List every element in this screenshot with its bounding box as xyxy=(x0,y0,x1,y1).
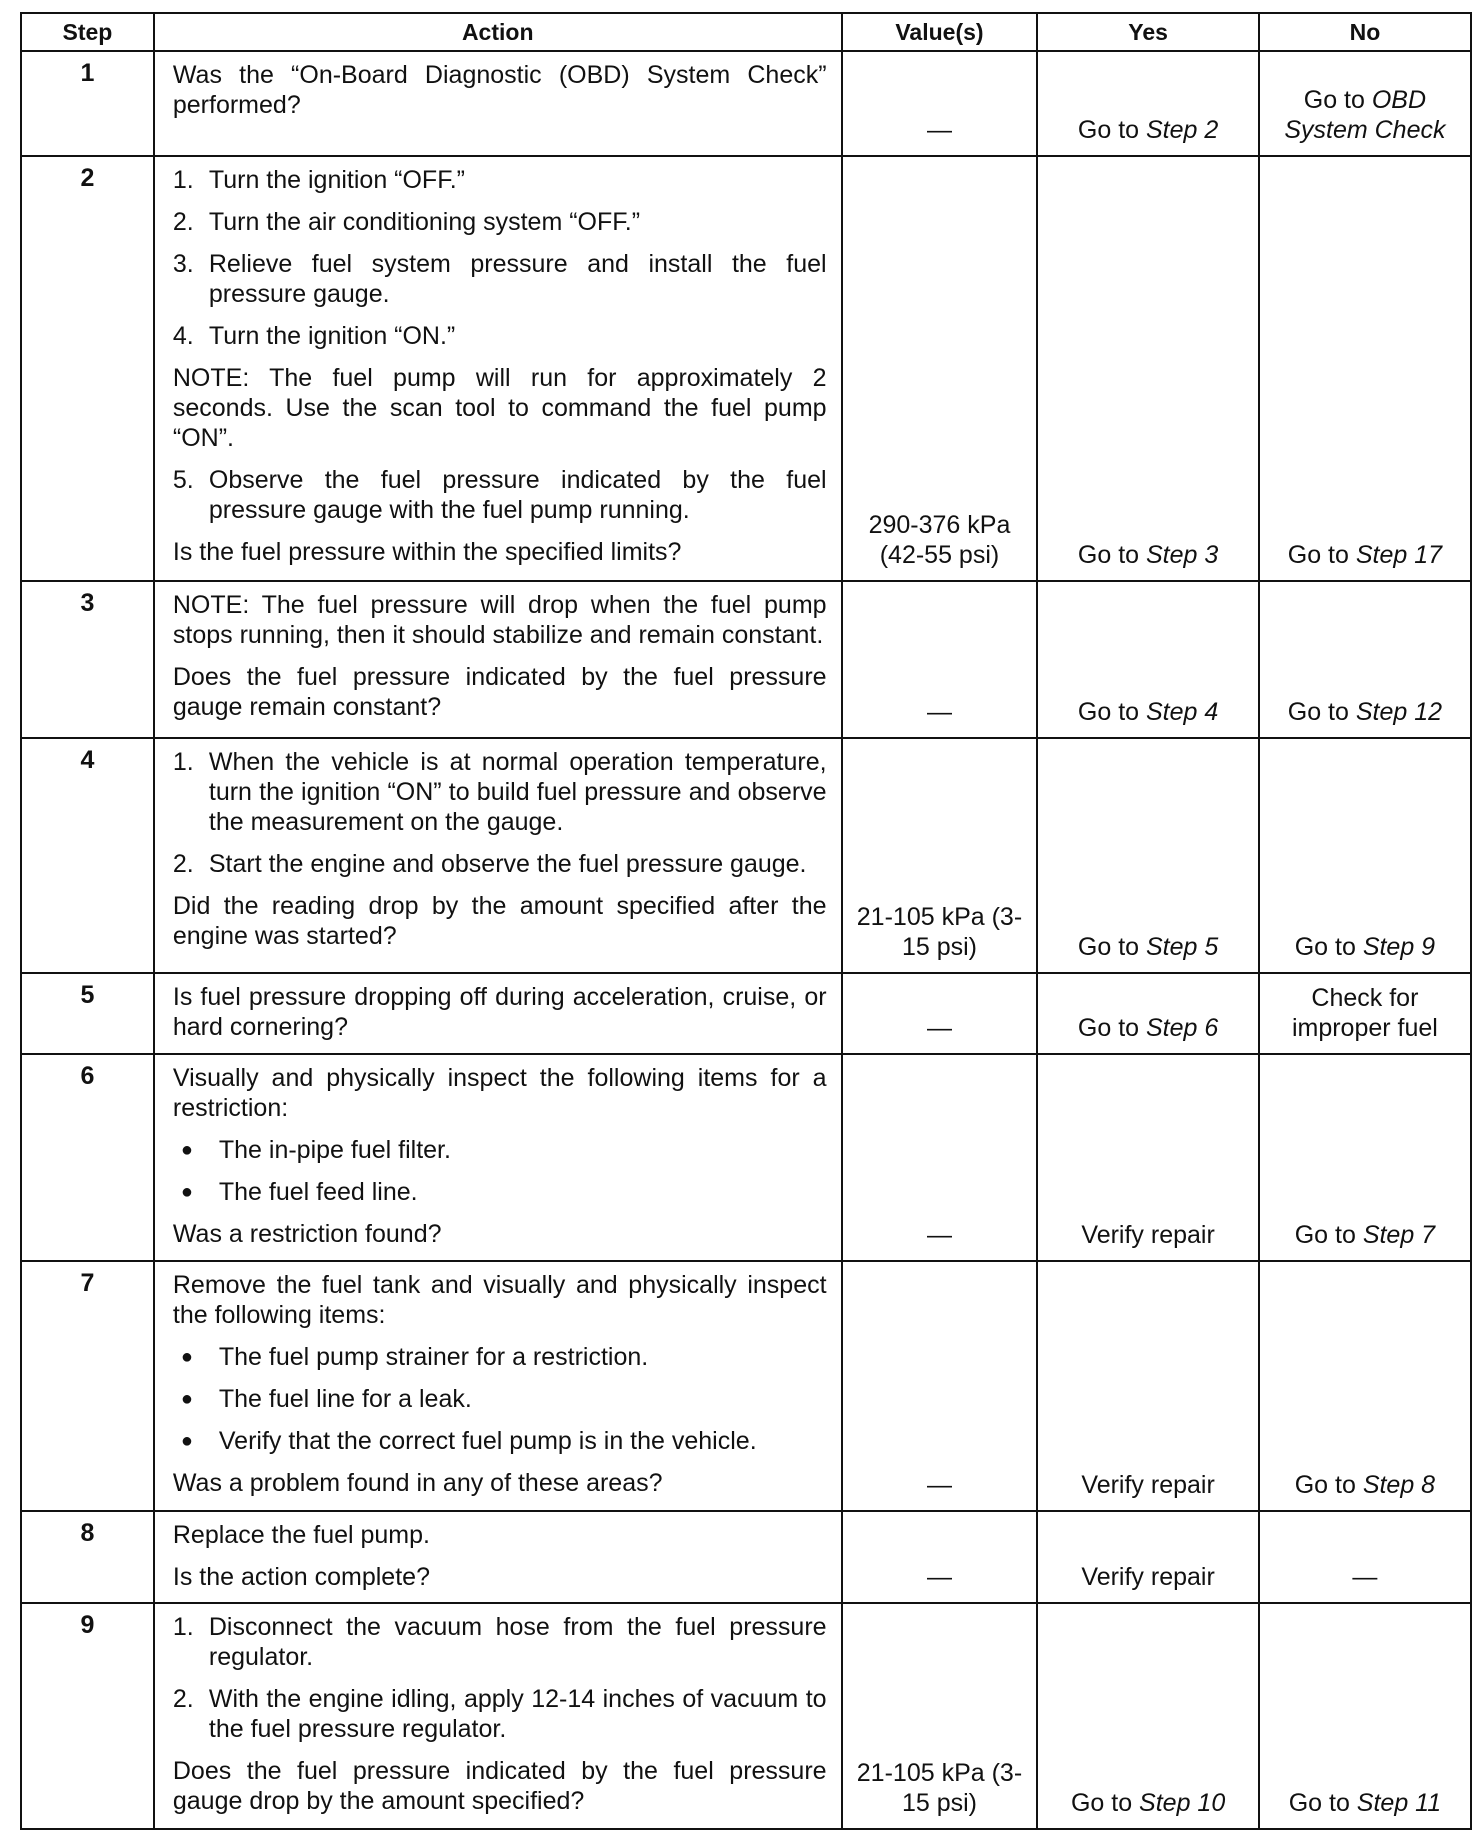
no-prefix: Check for improper fuel xyxy=(1291,983,1438,1042)
yes-prefix: Go to xyxy=(1077,933,1146,962)
header-row xyxy=(21,13,1471,51)
no-target: Step 8 xyxy=(1362,1470,1436,1499)
header-no: No xyxy=(1259,13,1471,51)
header-action: Action xyxy=(154,13,842,51)
table-row xyxy=(21,973,1471,1054)
no-cell xyxy=(1259,1261,1471,1511)
no-cell xyxy=(1259,581,1471,738)
yes-cell xyxy=(1037,1054,1258,1261)
value-cell: — xyxy=(842,581,1038,738)
action-cell xyxy=(154,156,842,581)
no-target: Step 9 xyxy=(1362,933,1436,962)
table-row xyxy=(21,1054,1471,1261)
item-text: Relieve fuel system pressure and install the fuel pressure gauge. xyxy=(208,249,827,308)
no-cell xyxy=(1259,51,1471,156)
numbered-item xyxy=(173,849,827,879)
numbered-item xyxy=(173,465,827,525)
action-paragraph: NOTE: The fuel pressure will drop when the fuel pump stops running, then it should stabilize and remain constant. xyxy=(172,590,827,649)
step-number: 3 xyxy=(21,581,154,738)
item-text: The fuel feed line. xyxy=(218,1177,418,1206)
item-number: 5. xyxy=(172,465,194,494)
item-number: 2. xyxy=(172,207,194,236)
table-row xyxy=(21,51,1471,156)
no-cell xyxy=(1259,1603,1471,1829)
action-paragraph: Was the “On-Board Diagnostic (OBD) System Check” performed? xyxy=(172,61,827,119)
table-row xyxy=(21,738,1471,974)
item-text: Observe the fuel pressure indicated by the fuel pressure gauge with the fuel pump running. xyxy=(208,465,827,524)
table-row xyxy=(21,581,1471,738)
action-paragraph: Was a problem found in any of these areas? xyxy=(172,1469,663,1498)
table-body xyxy=(21,51,1471,1829)
action-paragraph: Is the action complete? xyxy=(172,1562,430,1591)
item-number: 1. xyxy=(172,747,194,776)
no-prefix: — xyxy=(1352,1563,1378,1592)
value-cell: — xyxy=(842,1054,1038,1261)
action-cell xyxy=(154,1603,842,1829)
action-paragraph: Does the fuel pressure indicated by the fuel pressure gauge drop by the amount specified? xyxy=(172,1757,827,1816)
yes-cell xyxy=(1037,1603,1258,1829)
yes-target: Step 4 xyxy=(1146,697,1219,726)
numbered-item xyxy=(173,1612,827,1672)
bullet-item xyxy=(173,1177,827,1207)
no-target: Step 7 xyxy=(1362,1221,1436,1250)
action-paragraph: Visually and physically inspect the following items for a restriction: xyxy=(172,1063,827,1122)
no-target: Step 12 xyxy=(1355,697,1443,726)
bullet-icon: ● xyxy=(180,1430,193,1453)
yes-target: Step 3 xyxy=(1146,540,1219,569)
no-cell xyxy=(1259,156,1471,581)
no-prefix: Go to xyxy=(1294,1470,1363,1499)
diagnostic-table xyxy=(20,12,1472,1830)
no-prefix: Go to xyxy=(1288,1789,1357,1817)
item-number: 4. xyxy=(172,321,194,350)
action-paragraph: Is fuel pressure dropping off during acceleration, cruise, or hard cornering? xyxy=(172,983,827,1042)
step-number: 9 xyxy=(21,1603,154,1829)
item-text: With the engine idling, apply 12-14 inches of vacuum to the fuel pressure regulator. xyxy=(208,1685,827,1744)
yes-prefix: Verify repair xyxy=(1081,1470,1215,1499)
action-paragraph: Was a restriction found? xyxy=(172,1219,442,1248)
action-cell xyxy=(154,1511,842,1604)
action-paragraph: Is the fuel pressure within the specified limits? xyxy=(172,537,682,566)
bullet-item xyxy=(173,1135,827,1165)
step-number: 7 xyxy=(21,1261,154,1511)
value-cell: 21-105 kPa (3-15 psi) xyxy=(842,738,1038,974)
value-cell: — xyxy=(842,1511,1038,1604)
no-cell xyxy=(1259,1054,1471,1261)
item-number: 1. xyxy=(172,165,194,194)
yes-prefix: Go to xyxy=(1070,1789,1140,1817)
bullet-icon: ● xyxy=(180,1388,193,1411)
action-paragraph: Does the fuel pressure indicated by the fuel pressure gauge remain constant? xyxy=(172,662,827,721)
item-text: Start the engine and observe the fuel pressure gauge. xyxy=(208,849,807,878)
no-prefix: Go to xyxy=(1294,933,1363,962)
step-number: 5 xyxy=(21,973,154,1054)
value-cell: 21-105 kPa (3-15 psi) xyxy=(842,1603,1038,1829)
bullet-item xyxy=(173,1426,827,1456)
no-target: Step 17 xyxy=(1355,540,1443,569)
no-prefix: Go to xyxy=(1303,85,1372,114)
yes-prefix: Verify repair xyxy=(1081,1221,1215,1250)
yes-target: Step 2 xyxy=(1146,115,1219,144)
value-cell: 290-376 kPa (42-55 psi) xyxy=(842,156,1038,581)
yes-prefix: Go to xyxy=(1077,115,1146,144)
action-cell xyxy=(154,1054,842,1261)
item-number: 2. xyxy=(172,1685,194,1714)
yes-cell xyxy=(1037,1511,1258,1604)
table-row xyxy=(21,156,1471,581)
item-text: Turn the ignition “ON.” xyxy=(208,321,456,350)
bullet-icon: ● xyxy=(180,1180,193,1203)
item-text: The in-pipe fuel filter. xyxy=(218,1135,451,1164)
numbered-item xyxy=(173,249,827,309)
numbered-item xyxy=(173,747,827,837)
bullet-item xyxy=(173,1342,827,1372)
item-text: Turn the ignition “OFF.” xyxy=(208,165,465,194)
no-target: OBD System Check xyxy=(1284,85,1446,144)
action-cell xyxy=(154,973,842,1054)
action-cell xyxy=(154,1261,842,1511)
no-prefix: Go to xyxy=(1287,540,1356,569)
no-cell xyxy=(1259,738,1471,974)
step-number: 2 xyxy=(21,156,154,581)
no-cell xyxy=(1259,1511,1471,1604)
yes-target: Step 10 xyxy=(1139,1789,1226,1817)
item-text: Verify that the correct fuel pump is in the vehicle. xyxy=(218,1427,757,1456)
action-paragraph: Did the reading drop by the amount specified after the engine was started? xyxy=(172,891,827,950)
header-values: Value(s) xyxy=(842,13,1038,51)
item-text: Turn the air conditioning system “OFF.” xyxy=(208,207,641,236)
action-paragraph: NOTE: The fuel pump will run for approximately 2 seconds. Use the scan tool to command the fuel pump “ON”. xyxy=(172,363,827,452)
action-cell xyxy=(154,581,842,738)
item-text: Disconnect the vacuum hose from the fuel pressure regulator. xyxy=(208,1613,827,1672)
item-number: 3. xyxy=(172,249,194,278)
value-cell: — xyxy=(842,1261,1038,1511)
no-prefix: Go to xyxy=(1294,1221,1363,1250)
item-text: When the vehicle is at normal operation temperature, turn the ignition “ON” to build fuel pressure and observe the measurement on the gauge. xyxy=(208,747,827,836)
bullet-item xyxy=(173,1384,827,1414)
step-number: 8 xyxy=(21,1511,154,1604)
no-prefix: Go to xyxy=(1287,697,1356,726)
table-row xyxy=(21,1261,1471,1511)
action-cell xyxy=(154,51,842,156)
action-cell xyxy=(154,738,842,974)
header-step: Step xyxy=(21,13,154,51)
yes-prefix: Go to xyxy=(1077,697,1146,726)
item-text: The fuel pump strainer for a restriction. xyxy=(218,1343,649,1372)
yes-cell xyxy=(1037,973,1258,1054)
bullet-icon: ● xyxy=(180,1346,193,1369)
item-text: The fuel line for a leak. xyxy=(218,1385,472,1414)
header-yes: Yes xyxy=(1037,13,1258,51)
yes-target: Step 5 xyxy=(1146,933,1219,962)
table-row xyxy=(21,1603,1471,1829)
value-cell: — xyxy=(842,51,1038,156)
yes-cell xyxy=(1037,51,1258,156)
action-paragraph: Replace the fuel pump. xyxy=(172,1520,430,1549)
yes-cell xyxy=(1037,1261,1258,1511)
numbered-item xyxy=(173,207,827,237)
yes-prefix: Go to xyxy=(1077,1013,1146,1042)
item-number: 2. xyxy=(172,849,194,878)
step-number: 4 xyxy=(21,738,154,974)
action-paragraph: Remove the fuel tank and visually and physically inspect the following items: xyxy=(172,1271,827,1330)
item-number: 1. xyxy=(172,1613,194,1642)
bullet-icon: ● xyxy=(180,1138,193,1161)
step-number: 1 xyxy=(21,51,154,156)
yes-prefix: Go to xyxy=(1077,540,1146,569)
numbered-item xyxy=(173,321,827,351)
table-row xyxy=(21,1511,1471,1604)
numbered-item xyxy=(173,165,827,195)
yes-target: Step 6 xyxy=(1146,1013,1219,1042)
numbered-item xyxy=(173,1684,827,1744)
value-cell: — xyxy=(842,973,1038,1054)
step-number: 6 xyxy=(21,1054,154,1261)
yes-prefix: Verify repair xyxy=(1081,1563,1215,1592)
no-target: Step 11 xyxy=(1356,1789,1442,1817)
no-cell xyxy=(1259,973,1471,1054)
yes-cell xyxy=(1037,581,1258,738)
yes-cell xyxy=(1037,156,1258,581)
yes-cell xyxy=(1037,738,1258,974)
